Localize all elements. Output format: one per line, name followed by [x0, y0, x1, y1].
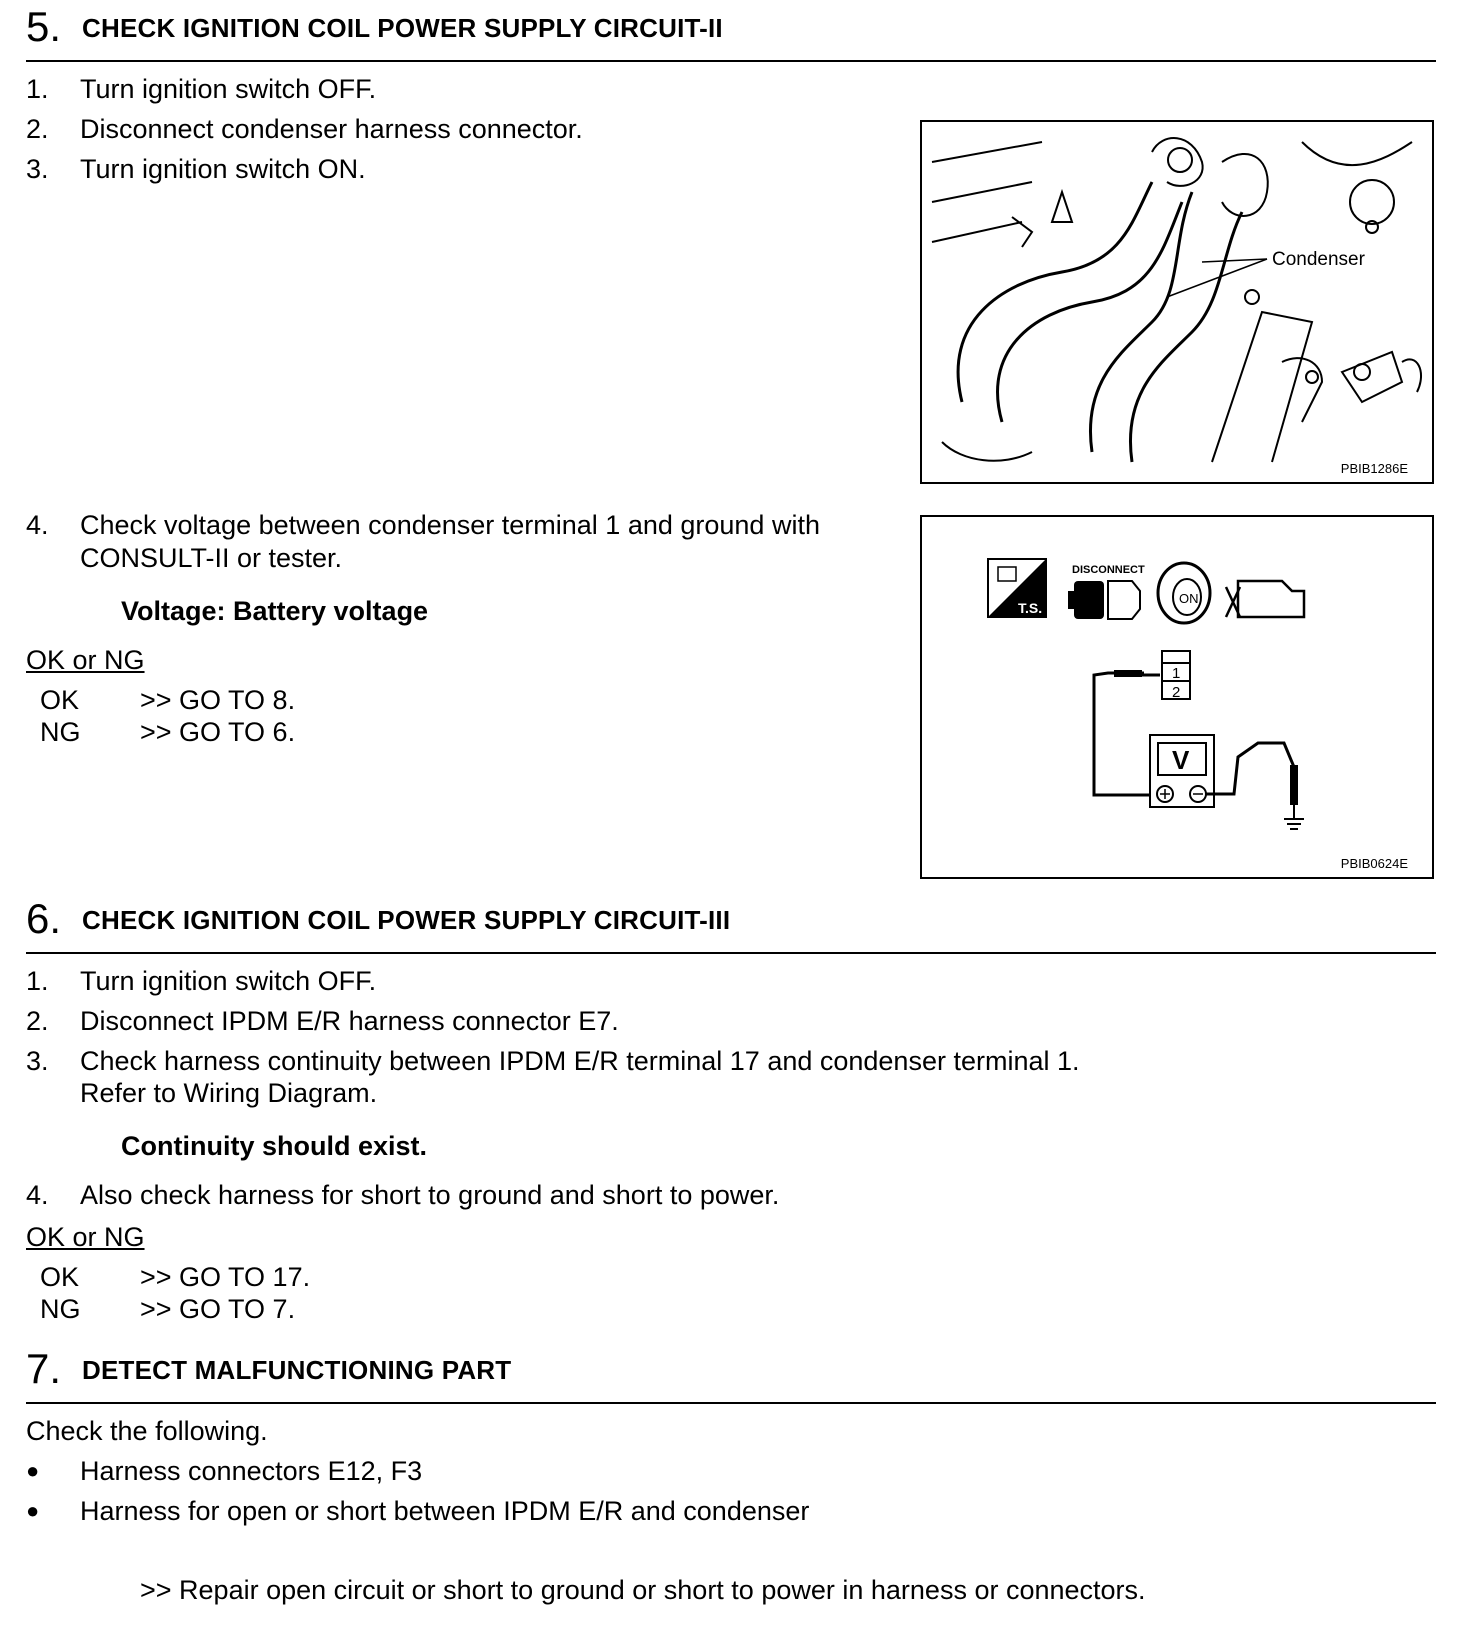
s5-step-4-num: 4. [26, 510, 49, 540]
section-7-header [26, 1346, 1436, 1404]
s6-ng-val: >> GO TO 7. [140, 1294, 296, 1324]
engine-bay-illustration [922, 122, 1432, 482]
s6-okng-heading: OK or NG [26, 1222, 145, 1252]
s5-step-2-text: Disconnect condenser harness connector. [80, 114, 583, 144]
svg-text:1: 1 [1172, 665, 1181, 682]
s6-ng-key: NG [40, 1294, 81, 1324]
section-6-title: CHECK IGNITION COIL POWER SUPPLY CIRCUIT-III [82, 905, 731, 935]
voltage-check-diagram [922, 517, 1432, 877]
voltmeter-icon [1150, 735, 1214, 807]
s7-intro: Check the following. [26, 1416, 268, 1446]
s6-ok-key: OK [40, 1262, 80, 1292]
bullet-icon: ● [26, 1498, 40, 1523]
svg-text:V: V [1172, 745, 1190, 775]
s5-ng-val: >> GO TO 6. [140, 717, 296, 747]
s5-ok-val: >> GO TO 8. [140, 685, 296, 715]
s6-step-2-num: 2. [26, 1006, 49, 1036]
s7-bullet-1: Harness connectors E12, F3 [80, 1456, 423, 1486]
section-7-number: 7. [26, 1345, 62, 1392]
engine-off-icon [1226, 581, 1304, 617]
s6-step-1-num: 1. [26, 966, 49, 996]
s5-step-4-line1: Check voltage between condenser terminal 1 and ground with [80, 510, 820, 540]
condenser-leader-line [1202, 259, 1267, 262]
negative-lead [1206, 743, 1294, 794]
s5-step-1-num: 1. [26, 74, 49, 104]
s5-step-1-text: Turn ignition switch OFF. [80, 74, 377, 104]
bullet-icon: ● [26, 1458, 40, 1483]
s6-ok-val: >> GO TO 17. [140, 1262, 311, 1292]
condenser-location-figure [920, 120, 1434, 484]
section-6-header [26, 896, 1436, 954]
s6-step-4-num: 4. [26, 1180, 49, 1210]
s5-spec: Voltage: Battery voltage [121, 596, 429, 626]
section-6-number: 6. [26, 895, 62, 942]
voltage-check-figure [920, 515, 1434, 879]
s6-step-3-text2: Refer to Wiring Diagram. [80, 1078, 378, 1108]
s5-ok-key: OK [40, 685, 80, 715]
section-7-title: DETECT MALFUNCTIONING PART [82, 1355, 512, 1385]
condenser-connector [1162, 651, 1190, 701]
condenser-label: Condenser [1272, 249, 1365, 270]
s5-okng-heading: OK or NG [26, 645, 145, 675]
s5-step-3-num: 3. [26, 154, 49, 184]
s6-step-4-text: Also check harness for short to ground and short to power. [80, 1180, 780, 1210]
figure-1-id: PBIB1286E [1340, 461, 1408, 476]
s6-step-1-text: Turn ignition switch OFF. [80, 966, 377, 996]
ground-icon [1284, 805, 1304, 829]
svg-text:ON: ON [1179, 591, 1199, 606]
figure-2-id: PBIB0624E [1340, 856, 1408, 871]
s7-action: >> Repair open circuit or short to ground or short to power in harness or connectors. [140, 1575, 1146, 1605]
ignition-on-icon [1158, 563, 1210, 623]
s7-bullet-2: Harness for open or short between IPDM E/R and condenser [80, 1496, 810, 1526]
section-5-number: 5. [26, 3, 62, 50]
s6-spec: Continuity should exist. [121, 1131, 428, 1161]
s5-step-4-line2: CONSULT-II or tester. [80, 543, 343, 573]
s6-step-3-num: 3. [26, 1046, 49, 1076]
svg-text:T.S.: T.S. [1018, 600, 1043, 616]
section-5-header [26, 4, 1436, 62]
svg-text:2: 2 [1172, 684, 1181, 701]
s5-ng-key: NG [40, 717, 81, 747]
ts-icon [988, 559, 1046, 617]
disconnect-connector-icon [1068, 564, 1145, 619]
s5-step-3-text: Turn ignition switch ON. [80, 154, 366, 184]
s5-step-2-num: 2. [26, 114, 49, 144]
s6-step-2-text: Disconnect IPDM E/R harness connector E7. [80, 1006, 619, 1036]
svg-text:DISCONNECT: DISCONNECT [1072, 564, 1145, 576]
section-5-title: CHECK IGNITION COIL POWER SUPPLY CIRCUIT-II [82, 13, 723, 43]
s6-step-3-text: Check harness continuity between IPDM E/R terminal 17 and condenser terminal 1. [80, 1046, 1080, 1076]
